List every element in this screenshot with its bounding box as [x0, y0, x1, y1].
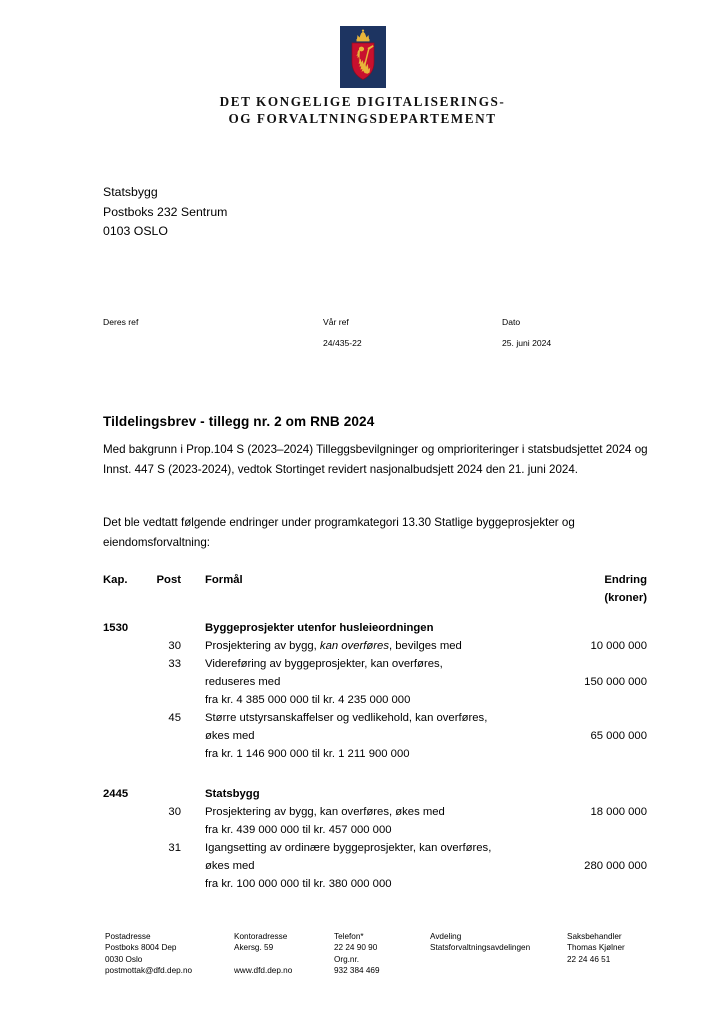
department-name-line2: OG FORVALTNINGSDEPARTEMENT	[228, 111, 497, 126]
table-header-row	[103, 571, 648, 589]
header-endring: Endring	[604, 574, 647, 586]
footer-telefon-column	[334, 931, 380, 977]
department-name-line1: DET KONGELIGE DIGITALISERINGS-	[219, 94, 506, 109]
footer-saksbehandler-column	[567, 931, 625, 965]
table-row-continuation	[103, 875, 648, 893]
footer-saksbehandler-name: Thomas Kjølner	[567, 943, 625, 953]
table-row-continuation	[103, 745, 648, 763]
table-row	[103, 637, 648, 655]
budget-table	[103, 571, 648, 893]
footer-saksbehandler-phone: 22 24 46 51	[567, 954, 611, 964]
footer-label-saksbehandler: Saksbehandler	[567, 932, 622, 941]
row-formal-post: , bevilges med	[388, 640, 462, 652]
row-amount: 280 000 000	[584, 860, 647, 872]
footer-spacer	[234, 954, 292, 965]
table-row	[103, 839, 648, 857]
recipient-address-block	[103, 183, 227, 242]
row-formal: fra kr. 1 146 900 000 til kr. 1 211 900 000	[205, 748, 410, 760]
row-post: 33	[168, 658, 181, 670]
footer-postadresse-line2: 0030 Oslo	[105, 954, 143, 964]
footer-email-link[interactable]: postmottak@dfd.dep.no	[105, 966, 193, 976]
table-row-continuation	[103, 727, 648, 745]
footer-label-postadresse: Postadresse	[105, 932, 151, 941]
intro-paragraph: Med bakgrunn i Prop.104 S (2023–2024) Tilleggsbevilgninger og omprioriteringer i statsbudsjettet 2024 og Innst. 447 S (2023-2024), vedtok Stortinget revidert nasjonalbudsjett 2024 den 21. juni 2024.	[103, 443, 648, 476]
table-row	[103, 803, 648, 821]
table-row-continuation	[103, 821, 648, 839]
table-group-row	[103, 619, 648, 637]
row-amount: 10 000 000	[590, 640, 647, 652]
row-post: 30	[168, 806, 181, 818]
lead-in-paragraph: Det ble vedtatt følgende endringer under programkategori 13.30 Statlige byggeprosjekter og eiendomsforvaltning:	[103, 516, 575, 549]
footer-avdeling-value: Statsforvaltningsavdelingen	[430, 943, 531, 953]
department-name	[0, 93, 725, 127]
header-endring-unit: (kroner)	[604, 592, 647, 604]
footer-postadresse-line1: Postboks 8004 Dep	[105, 943, 177, 953]
row-post: 45	[168, 712, 181, 724]
letterhead	[0, 26, 725, 127]
table-header-row-second	[103, 589, 648, 607]
header-formal: Formål	[205, 574, 243, 586]
row-formal: Større utstyrsanskaffelser og vedlikehold, kan overføres,	[205, 712, 488, 724]
footer-label-kontoradresse: Kontoradresse	[234, 932, 288, 941]
group-kap-2445: 2445	[103, 788, 129, 800]
table-row	[103, 709, 648, 727]
row-formal: Prosjektering av bygg, kan overføres, økes med	[205, 806, 445, 818]
header-kap: Kap.	[103, 574, 128, 586]
row-amount: 18 000 000	[590, 806, 647, 818]
row-formal: Videreføring av byggeprosjekter, kan overføres,	[205, 658, 443, 670]
group-title-1530: Byggeprosjekter utenfor husleieordningen	[205, 622, 434, 634]
row-formal: økes med	[205, 860, 255, 872]
var-ref-column	[323, 317, 362, 349]
table-spacer	[103, 607, 648, 619]
footer-telefon-number: 22 24 90 90	[334, 943, 378, 953]
row-formal: reduseres med	[205, 676, 281, 688]
row-formal: økes med	[205, 730, 255, 742]
row-formal: fra kr. 100 000 000 til kr. 380 000 000	[205, 878, 392, 890]
recipient-name: Statsbygg	[103, 185, 158, 199]
group-kap-1530: 1530	[103, 622, 129, 634]
table-row-continuation	[103, 691, 648, 709]
table-group-spacer	[103, 763, 648, 785]
row-amount: 150 000 000	[584, 676, 647, 688]
recipient-postal-city: 0103 OSLO	[103, 224, 168, 238]
table-group-row	[103, 785, 648, 803]
footer-website-link[interactable]: www.dfd.dep.no	[234, 966, 293, 976]
footer-kontoradresse-line1: Akersg. 59	[234, 943, 274, 953]
row-formal: fra kr. 439 000 000 til kr. 457 000 000	[205, 824, 392, 836]
table-row	[103, 655, 648, 673]
row-formal-italic: kan overføres	[319, 640, 389, 652]
deres-ref-label: Deres ref	[103, 317, 139, 327]
row-post: 31	[168, 842, 181, 854]
footer-avdeling-column	[430, 931, 530, 954]
var-ref-label: Vår ref	[323, 317, 349, 327]
footer-label-orgnr: Org.nr.	[334, 954, 360, 964]
row-formal: Igangsetting av ordinære byggeprosjekter, kan overføres,	[205, 842, 492, 854]
var-ref-value: 24/435-22	[323, 338, 362, 348]
row-formal-pre: Prosjektering av bygg,	[205, 640, 320, 652]
footer-label-avdeling: Avdeling	[430, 932, 462, 941]
table-row-continuation	[103, 673, 648, 691]
dato-column	[502, 317, 551, 349]
dato-value: 25. juni 2024	[502, 338, 552, 348]
table-row-continuation	[103, 857, 648, 875]
deres-ref-column	[103, 317, 138, 338]
row-amount: 65 000 000	[590, 730, 647, 742]
page-title: Tildelingsbrev - tillegg nr. 2 om RNB 2024	[103, 414, 375, 429]
row-post: 30	[168, 640, 181, 652]
group-title-2445: Statsbygg	[205, 788, 260, 800]
footer-postadresse-column	[105, 931, 192, 977]
footer-orgnr-value: 932 384 469	[334, 966, 380, 976]
header-post: Post	[156, 574, 181, 586]
dato-label: Dato	[502, 317, 521, 327]
footer-kontoradresse-column	[234, 931, 292, 977]
row-formal: fra kr. 4 385 000 000 til kr. 4 235 000 000	[205, 694, 411, 706]
footer-label-telefon: Telefon*	[334, 932, 364, 941]
recipient-address: Postboks 232 Sentrum	[103, 204, 228, 219]
norwegian-coat-of-arms-icon	[340, 26, 386, 88]
